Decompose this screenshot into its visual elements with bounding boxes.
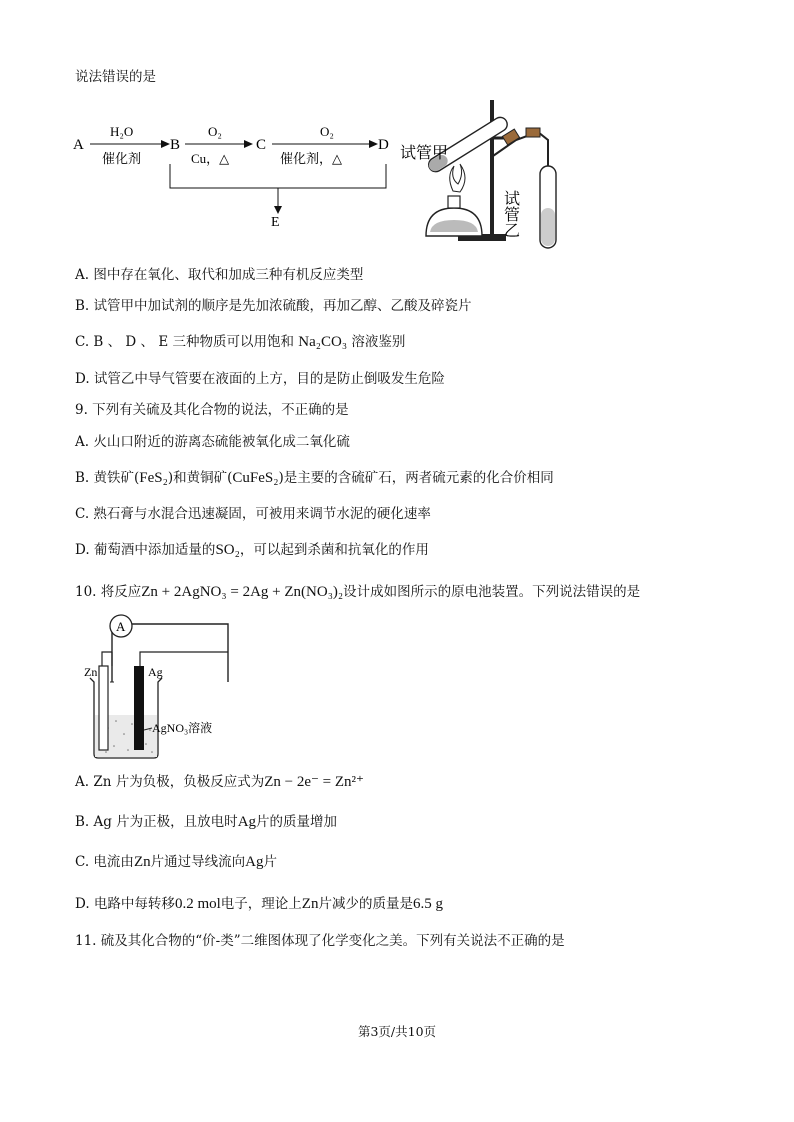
reaction-scheme xyxy=(66,118,406,228)
q10-b-formula: Ag xyxy=(237,814,257,830)
q11-stem: 11. 硫及其化合物的“价-类”二维图体现了化学变化之美。下列有关说法不正确的是 xyxy=(75,933,565,949)
q9-b-1: B. 黄铁矿( xyxy=(75,470,140,486)
scheme-label-b: B xyxy=(170,137,181,153)
arrow2-top: O₂ xyxy=(208,124,222,139)
intro-line: 说法错误的是 xyxy=(75,69,156,85)
scheme-label-e: E xyxy=(271,215,280,228)
q10-stem-1: 10. 将反应 xyxy=(75,584,142,600)
solution-label: AgNO₃溶液 xyxy=(152,721,213,735)
q8-option-c-pre: C. B 、 D 、 E 三种物质可以用饱和 xyxy=(75,334,299,350)
q10-d-formula2: Zn xyxy=(301,896,319,912)
q10-b-1: B. Ag 片为正极，且放电时 xyxy=(75,814,238,830)
galvanic-cell xyxy=(80,612,260,762)
scheme-label-d: D xyxy=(378,137,389,153)
q9-b-formula2: CuFeS₂ xyxy=(232,470,279,486)
q8-option-c xyxy=(75,333,405,351)
q9-b-2: )和黄铜矿( xyxy=(167,470,233,486)
q8-option-a: A. 图中存在氧化、取代和加成三种有机反应类型 xyxy=(75,267,364,283)
q10-d-1: D. 电路中每转移 xyxy=(75,896,175,912)
scheme-label-c: C xyxy=(256,137,267,153)
q9-option-d xyxy=(75,541,429,559)
q10-d-formula1: 0.2 mol xyxy=(174,896,221,912)
ammeter-label: A xyxy=(116,619,126,634)
q10-stem-2: 设计成如图所示的原电池装置。下列说法错误的是 xyxy=(343,584,641,600)
q10-stem xyxy=(75,583,640,601)
q8-option-c-post: 溶液鉴别 xyxy=(347,334,406,350)
q9-d-1: D. 葡萄酒中添加适量的 xyxy=(75,542,216,558)
page-footer: 第3页/共10页 xyxy=(357,1024,437,1039)
q10-option-c xyxy=(75,853,277,871)
q10-d-3: 片减少的质量是 xyxy=(318,896,413,912)
q9-option-b xyxy=(75,469,554,487)
q10-c-formula1: Zn xyxy=(133,854,151,870)
q8-option-d: D. 试管乙中导气管要在液面的上方，目的是防止倒吸发生危险 xyxy=(75,371,445,387)
q10-option-d xyxy=(75,895,443,913)
q10-a-equation: Zn − 2e⁻ = Zn²⁺ xyxy=(264,774,364,790)
q8-option-c-formula: Na₂CO₃ xyxy=(298,334,348,350)
q10-option-b xyxy=(75,813,337,831)
q9-b-3: )是主要的含硫矿石，两者硫元素的化合价相同 xyxy=(278,470,554,486)
esterification-apparatus xyxy=(398,96,578,256)
tube-yi-label: 试管乙 xyxy=(501,190,519,238)
ag-electrode xyxy=(134,666,144,750)
q10-c-2: 片通过导线流向 xyxy=(150,854,246,870)
q9-d-formula: SO₂ xyxy=(215,542,240,558)
q10-d-formula3: 6.5 g xyxy=(412,896,443,912)
arrow1-top: H₂O xyxy=(110,124,134,139)
q9-option-c: C. 熟石膏与水混合迅速凝固，可被用来调节水泥的硬化速率 xyxy=(75,506,431,522)
q10-c-formula2: Ag xyxy=(245,854,264,870)
q10-c-1: C. 电流由 xyxy=(75,854,134,870)
tube-jia-label: 试管甲 xyxy=(400,145,449,162)
q10-b-2: 片的质量增加 xyxy=(256,814,338,830)
zn-electrode xyxy=(99,666,108,750)
arrow2-bottom: Cu，△ xyxy=(191,151,230,166)
q9-option-a: A. 火山口附近的游离态硫能被氧化成二氧化硫 xyxy=(75,434,350,450)
arrow3-bottom: 催化剂，△ xyxy=(280,151,342,166)
q10-c-3: 片 xyxy=(263,854,277,870)
q10-stem-equation: Zn + 2AgNO₃ = 2Ag + Zn(NO₃)₂ xyxy=(141,584,344,600)
q9-d-2: ，可以起到杀菌和抗氧化的作用 xyxy=(239,542,429,558)
q9-b-formula1: FeS₂ xyxy=(139,470,168,486)
q10-a-1: A. Zn 片为负极，负极反应式为 xyxy=(75,774,265,790)
q10-option-a xyxy=(75,773,364,791)
q9-stem: 9. 下列有关硫及其化合物的说法，不正确的是 xyxy=(75,402,349,418)
arrow1-bottom: 催化剂 xyxy=(102,151,142,166)
zn-label: Zn xyxy=(84,665,98,679)
arrow3-top: O₂ xyxy=(320,124,334,139)
scheme-label-a: A xyxy=(73,137,84,153)
q8-option-b: B. 试管甲中加试剂的顺序是先加浓硫酸，再加乙醇、乙酸及碎瓷片 xyxy=(75,298,472,314)
q10-d-2: 电子，理论上 xyxy=(220,896,302,912)
ag-label: Ag xyxy=(148,665,163,679)
